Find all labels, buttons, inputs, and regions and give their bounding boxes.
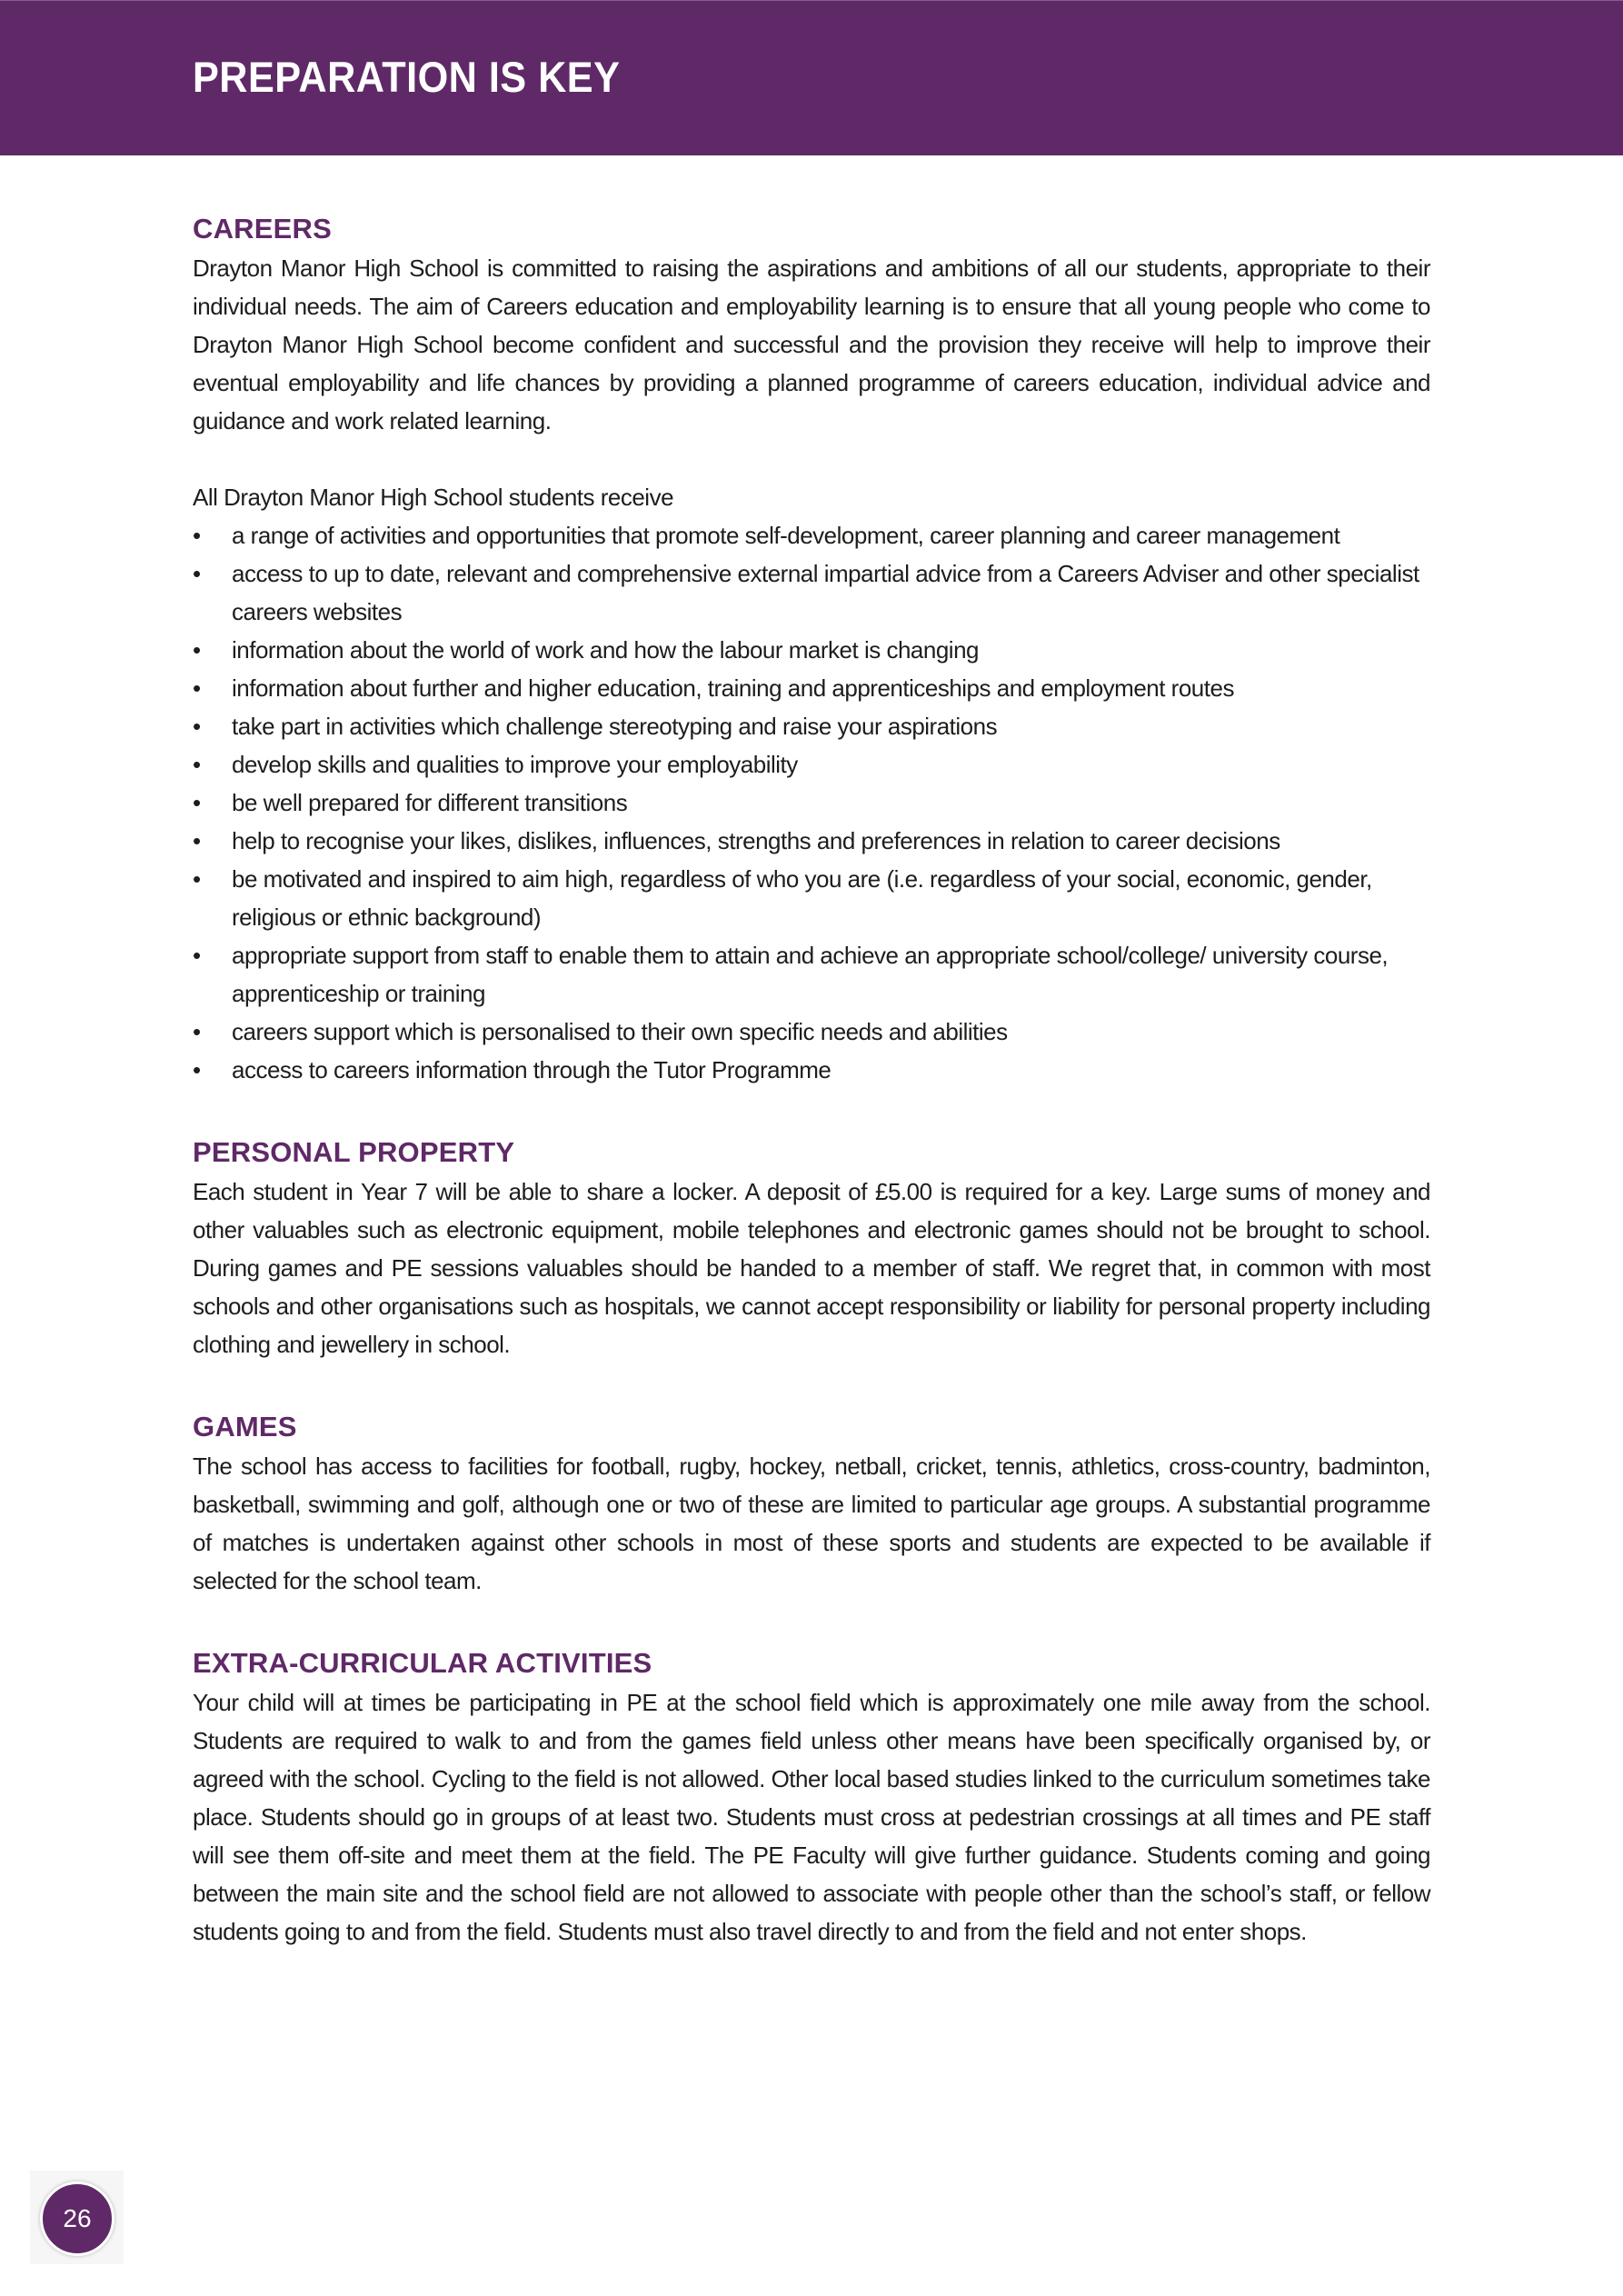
careers-bullet-list — [193, 516, 1430, 1089]
section-heading-personal-property: PERSONAL PROPERTY — [193, 1136, 515, 1168]
list-item — [193, 669, 1430, 707]
list-item — [193, 822, 1430, 860]
page-number-container — [30, 2171, 124, 2264]
header-banner — [0, 0, 1623, 155]
page-number-badge: 26 — [40, 2181, 115, 2256]
bullet-icon: • — [193, 713, 201, 740]
bullet-icon: • — [193, 789, 201, 816]
list-item-text: information about further and higher education, training and apprenticeships and employment routes — [232, 674, 1234, 702]
page-title: PREPARATION IS KEY — [193, 53, 621, 101]
section-heading-extra-curricular: EXTRA-CURRICULAR ACTIVITIES — [193, 1647, 652, 1679]
page-content — [193, 209, 1430, 1994]
list-item-text: careers support which is personalised to their own specific needs and abilities — [232, 1018, 1008, 1045]
bullet-icon: • — [193, 1056, 201, 1083]
section-games — [193, 1407, 1430, 1600]
personal-property-paragraph: Each student in Year 7 will be able to share a locker. A deposit of £5.00 is required for a key. Large sums of money and other valuables such as electronic equipment, mobile telephones and electronic games should not be brought to school. During games and PE sessions valuables should be handed to a member of staff. We regret that, in common with most schools and other organisations such as hospitals, we cannot accept responsibility or liability for personal property including clothing and jewellery in school. — [193, 1178, 1430, 1358]
list-item-text: access to up to date, relevant and comprehensive external impartial advice from a Careers Adviser and other specialist careers websites — [232, 560, 1419, 625]
section-careers — [193, 209, 1430, 1089]
list-item-text: information about the world of work and how the labour market is changing — [232, 636, 979, 664]
bullet-icon: • — [193, 865, 201, 893]
section-heading-games: GAMES — [193, 1411, 297, 1442]
list-item-text: take part in activities which challenge stereotyping and raise your aspirations — [232, 713, 998, 740]
extra-curricular-paragraph: Your child will at times be participating in PE at the school field which is approximately one mile away from the school. Students are required to walk to and from the games field unless other means have been specifically organised by, or agreed with the school. Cycling to the field is not allowed. Other local based studies linked to the curriculum sometimes take place. Students should go in groups of at least two. Students must cross at pedestrian crossings at all times and PE staff will see them off-site and meet them at the field. The PE Faculty will give further guidance. Students coming and going between the main site and the school field are not allowed to associate with people other than the school’s staff, or fellow students going to and from the field. Students must also travel directly to and from the field and not enter shops. — [193, 1689, 1430, 1945]
section-extra-curricular — [193, 1643, 1430, 1951]
section-heading-careers: CAREERS — [193, 213, 332, 245]
list-item — [193, 516, 1430, 554]
list-item — [193, 745, 1430, 784]
bullet-icon: • — [193, 560, 201, 587]
list-item-text: develop skills and qualities to improve your employability — [232, 751, 798, 778]
list-item — [193, 631, 1430, 669]
bullet-icon: • — [193, 942, 201, 969]
list-item-text: access to careers information through the Tutor Programme — [232, 1056, 831, 1083]
list-item — [193, 707, 1430, 745]
bullet-icon: • — [193, 751, 201, 778]
list-item — [193, 860, 1430, 936]
list-item-text: a range of activities and opportunities that promote self-development, career planning and career management — [232, 522, 1340, 549]
list-item — [193, 784, 1430, 822]
careers-list-intro: All Drayton Manor High School students receive — [193, 484, 674, 511]
list-item-text: appropriate support from staff to enable them to attain and achieve an appropriate school/college/ university course, apprenticeship or training — [232, 942, 1389, 1007]
bullet-icon: • — [193, 636, 201, 664]
list-item-text: be well prepared for different transitions — [232, 789, 628, 816]
bullet-icon: • — [193, 827, 201, 854]
bullet-icon: • — [193, 674, 201, 702]
bullet-icon: • — [193, 1018, 201, 1045]
careers-intro-paragraph: Drayton Manor High School is committed to raising the aspirations and ambitions of all our students, appropriate to their individual needs. The aim of Careers education and employability learning is to ensure that all young people who come to Drayton Manor High School become confident and successful and the provision they receive will help to improve their eventual employability and life chances by providing a planned programme of careers education, individual advice and guidance and work related learning. — [193, 255, 1430, 434]
list-item — [193, 1051, 1430, 1089]
section-personal-property — [193, 1133, 1430, 1363]
list-item-text: be motivated and inspired to aim high, regardless of who you are (i.e. regardless of your social, economic, gender, religious or ethnic background) — [232, 865, 1372, 931]
list-item-text: help to recognise your likes, dislikes, influences, strengths and preferences in relation to career decisions — [232, 827, 1280, 854]
bullet-icon: • — [193, 522, 201, 549]
list-item — [193, 1013, 1430, 1051]
list-item — [193, 554, 1430, 631]
list-item — [193, 936, 1430, 1013]
games-paragraph: The school has access to facilities for football, rugby, hockey, netball, cricket, tennis, athletics, cross-country, badminton, basketball, swimming and golf, although one or two of these are limited to particular age groups. A substantial programme of matches is undertaken against other schools in most of these sports and students are expected to be available if selected for the school team. — [193, 1452, 1430, 1594]
